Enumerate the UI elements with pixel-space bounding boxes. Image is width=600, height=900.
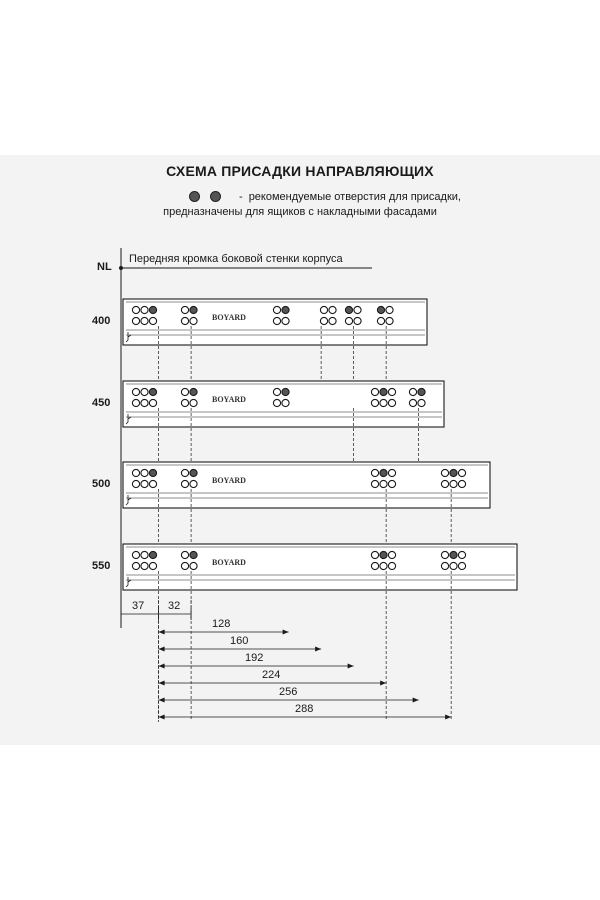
mounting-hole-icon	[141, 551, 148, 558]
filled-hole-icon	[450, 469, 457, 476]
mounting-hole-icon	[386, 317, 393, 324]
dimension-arrow	[413, 698, 419, 703]
mounting-hole-icon	[450, 562, 457, 569]
mounting-hole-icon	[141, 562, 148, 569]
mounting-hole-icon	[418, 399, 425, 406]
mounting-hole-icon	[141, 388, 148, 395]
mounting-hole-icon	[190, 317, 197, 324]
dimension-288: 288	[295, 703, 314, 715]
legend-line-1: рекомендуемые отверстия для присадки,	[248, 191, 461, 203]
mounting-hole-icon	[371, 551, 378, 558]
dimension-160: 160	[230, 635, 249, 647]
mounting-hole-icon	[190, 562, 197, 569]
filled-hole-icon	[345, 306, 352, 313]
filled-hole-icon	[380, 469, 387, 476]
mounting-hole-icon	[345, 317, 352, 324]
mounting-hole-icon	[380, 399, 387, 406]
slide-size-550: 550	[92, 560, 111, 572]
slide-size-500: 500	[92, 478, 111, 490]
legend-dash: -	[239, 191, 243, 203]
mounting-hole-icon	[388, 562, 395, 569]
slide-size-450: 450	[92, 397, 111, 409]
mounting-hole-icon	[377, 317, 384, 324]
mounting-hole-icon	[441, 469, 448, 476]
mounting-hole-icon	[380, 480, 387, 487]
mounting-hole-icon	[149, 399, 156, 406]
mounting-hole-icon	[181, 399, 188, 406]
mounting-hole-icon	[190, 480, 197, 487]
mounting-hole-icon	[354, 306, 361, 313]
mounting-hole-icon	[181, 388, 188, 395]
mounting-hole-icon	[371, 562, 378, 569]
mounting-hole-icon	[273, 399, 280, 406]
mounting-hole-icon	[282, 317, 289, 324]
mounting-hole-icon	[388, 480, 395, 487]
slide-rail-550	[123, 544, 517, 590]
brand-logo: BOYARD	[212, 313, 246, 322]
mounting-hole-icon	[132, 317, 139, 324]
filled-hole-icon	[190, 469, 197, 476]
mounting-hole-icon	[441, 551, 448, 558]
dimension-arrow	[283, 630, 289, 635]
offset-37: 37	[132, 600, 145, 612]
mounting-hole-icon	[380, 562, 387, 569]
mounting-hole-icon	[132, 399, 139, 406]
mounting-hole-icon	[388, 551, 395, 558]
brand-logo: BOYARD	[212, 395, 246, 404]
filled-hole-icon	[149, 306, 156, 313]
filled-hole-icon	[149, 388, 156, 395]
mounting-hole-icon	[149, 317, 156, 324]
filled-hole-icon	[190, 306, 197, 313]
mounting-hole-icon	[181, 469, 188, 476]
mounting-hole-icon	[190, 399, 197, 406]
dimension-224: 224	[262, 669, 281, 681]
mounting-hole-icon	[409, 388, 416, 395]
filled-hole-icon	[418, 388, 425, 395]
mounting-hole-icon	[458, 480, 465, 487]
filled-hole-icon	[380, 551, 387, 558]
mounting-hole-icon	[388, 388, 395, 395]
mounting-hole-icon	[181, 480, 188, 487]
slide-rail-450	[123, 381, 444, 427]
mounting-hole-icon	[329, 317, 336, 324]
dimension-arrow	[380, 681, 386, 686]
slide-rail-400	[123, 299, 427, 345]
brand-logo: BOYARD	[212, 476, 246, 485]
mounting-hole-icon	[371, 480, 378, 487]
dimension-arrow	[159, 647, 165, 652]
filled-hole-icon	[190, 551, 197, 558]
mounting-hole-icon	[388, 469, 395, 476]
mounting-hole-icon	[181, 562, 188, 569]
mounting-hole-icon	[141, 469, 148, 476]
mounting-hole-icon	[371, 399, 378, 406]
slide-rail-body	[123, 462, 490, 508]
mounting-hole-icon	[441, 562, 448, 569]
mounting-hole-icon	[371, 388, 378, 395]
reference-text: Передняя кромка боковой стенки корпуса	[129, 253, 343, 265]
mounting-hole-icon	[273, 388, 280, 395]
reference-dot	[119, 266, 123, 270]
mounting-hole-icon	[282, 399, 289, 406]
filled-hole-icon	[377, 306, 384, 313]
mounting-hole-icon	[141, 306, 148, 313]
mounting-hole-icon	[132, 562, 139, 569]
dimension-128: 128	[212, 618, 231, 630]
filled-hole-icon	[450, 551, 457, 558]
mounting-hole-icon	[458, 562, 465, 569]
dimension-arrow	[159, 664, 165, 669]
dimension-arrow	[159, 698, 165, 703]
mounting-hole-icon	[273, 306, 280, 313]
dimension-256: 256	[279, 686, 298, 698]
mounting-hole-icon	[141, 317, 148, 324]
offset-32: 32	[168, 600, 181, 612]
mounting-hole-icon	[354, 317, 361, 324]
slide-rail-500	[123, 462, 490, 508]
mounting-hole-icon	[181, 317, 188, 324]
dimension-arrow	[315, 647, 321, 652]
mounting-hole-icon	[409, 399, 416, 406]
dimension-arrow	[445, 715, 451, 720]
mounting-hole-icon	[132, 480, 139, 487]
brand-logo: BOYARD	[212, 558, 246, 567]
mounting-hole-icon	[141, 480, 148, 487]
slide-size-400: 400	[92, 315, 111, 327]
filled-hole-icon	[149, 469, 156, 476]
mounting-hole-icon	[132, 469, 139, 476]
mounting-hole-icon	[458, 551, 465, 558]
mounting-hole-icon	[181, 306, 188, 313]
mounting-hole-icon	[329, 306, 336, 313]
mounting-hole-icon	[386, 306, 393, 313]
filled-hole-icon	[282, 306, 289, 313]
dimension-arrow	[348, 664, 354, 669]
dimension-arrow	[159, 681, 165, 686]
mounting-hole-icon	[388, 399, 395, 406]
page-title: СХЕМА ПРИСАДКИ НАПРАВЛЯЮЩИХ	[166, 163, 434, 179]
mounting-hole-icon	[141, 399, 148, 406]
dimension-arrow	[159, 715, 165, 720]
mounting-hole-icon	[320, 317, 327, 324]
dimension-arrow	[159, 630, 165, 635]
mounting-hole-icon	[132, 388, 139, 395]
mounting-hole-icon	[149, 562, 156, 569]
mounting-hole-icon	[320, 306, 327, 313]
filled-hole-icon	[380, 388, 387, 395]
legend-line-2: предназначены для ящиков с накладными фасадами	[163, 206, 437, 218]
mounting-hole-icon	[458, 469, 465, 476]
filled-hole-icon	[190, 388, 197, 395]
nl-label: NL	[97, 261, 112, 273]
filled-hole-icon	[282, 388, 289, 395]
mounting-hole-icon	[273, 317, 280, 324]
mounting-hole-icon	[132, 551, 139, 558]
mounting-hole-icon	[132, 306, 139, 313]
dimension-192: 192	[245, 652, 264, 664]
mounting-hole-icon	[371, 469, 378, 476]
mounting-hole-icon	[441, 480, 448, 487]
filled-hole-icon	[149, 551, 156, 558]
mounting-hole-icon	[181, 551, 188, 558]
mounting-hole-icon	[149, 480, 156, 487]
mounting-hole-icon	[450, 480, 457, 487]
